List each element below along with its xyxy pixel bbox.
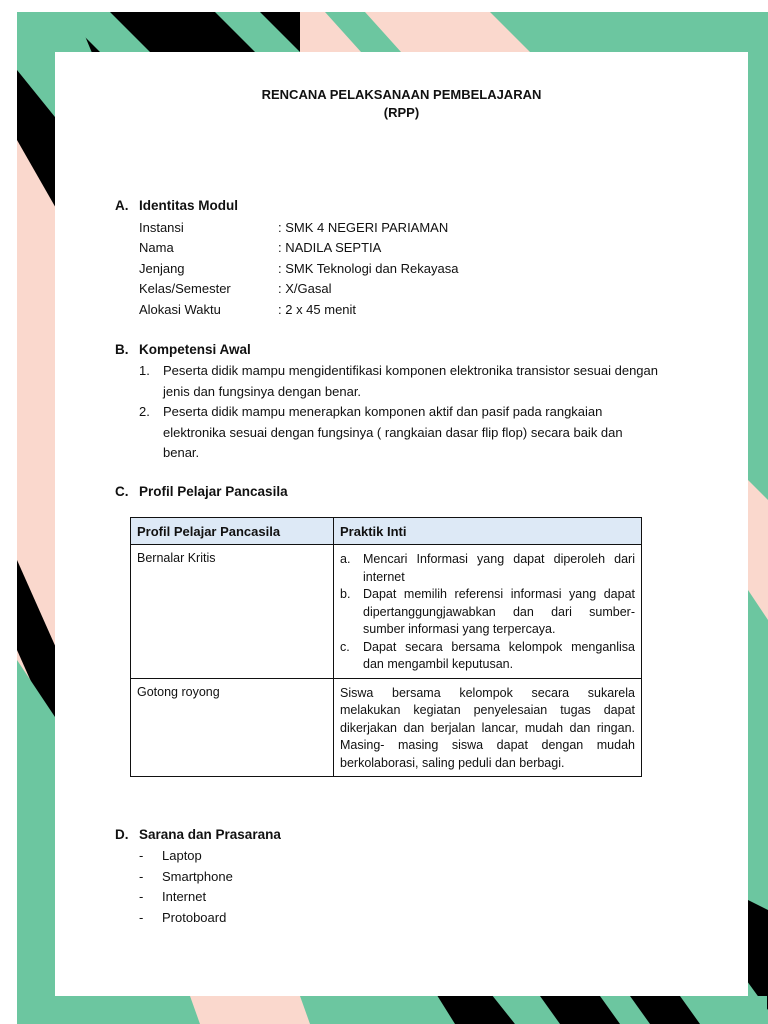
identity-label-kelas: Kelas/Semester <box>139 281 231 296</box>
table-header-practice: Praktik Inti <box>334 518 642 545</box>
section-b-title: Kompetensi Awal <box>139 342 251 357</box>
practice-item <box>340 551 635 586</box>
list-item <box>139 889 206 904</box>
competency-text: Peserta didik mampu menerapkan komponen aktif dan pasif pada rangkaian elektronika sesuai dengan fungsinya ( rangkaian dasar flip flop) secara baik dan benar. <box>163 404 623 460</box>
competency-item <box>139 361 659 402</box>
list-dash: - <box>139 889 144 904</box>
frame-stripe-pink <box>190 996 310 1024</box>
identity-value-alokasi: : 2 x 45 menit <box>278 302 357 317</box>
competency-number: 1. <box>139 363 150 378</box>
table-cell-practice <box>334 545 642 679</box>
table-header-row <box>131 518 642 545</box>
competency-text: Peserta didik mampu mengidentifikasi komponen elektronika transistor sesuai dengan jenis dan fungsinya dengan benar. <box>163 363 658 399</box>
practice-letter: a. <box>340 552 351 566</box>
section-c-letter: C. <box>115 484 129 499</box>
section-a-heading <box>115 198 238 213</box>
list-item-text: Protoboard <box>162 910 227 925</box>
table-row <box>131 678 642 777</box>
identity-label-instansi: Instansi <box>139 220 184 235</box>
document-subtitle: (RPP) <box>383 105 420 120</box>
table-cell-profile: Gotong royong <box>131 678 334 777</box>
section-d-letter: D. <box>115 827 129 842</box>
table-cell-practice <box>334 678 642 777</box>
identity-value-nama: : NADILA SEPTIA <box>278 240 382 255</box>
list-item <box>139 910 226 925</box>
section-d-title: Sarana dan Prasarana <box>139 827 281 842</box>
practice-item <box>340 639 635 674</box>
profile-table <box>130 517 642 777</box>
list-item <box>139 848 202 863</box>
section-c-title: Profil Pelajar Pancasila <box>139 484 288 499</box>
section-b-letter: B. <box>115 342 129 357</box>
practice-text: Dapat secara bersama kelompok menganlisa dan mengambil keputusan. <box>363 639 635 671</box>
section-a-letter: A. <box>115 198 129 213</box>
document-title: RENCANA PELAKSANAAN PEMBELAJARAN <box>261 87 542 102</box>
table-cell-profile: Bernalar Kritis <box>131 545 334 679</box>
frame-stripe-green <box>17 660 57 1024</box>
identity-value-jenjang: : SMK Teknologi dan Rekayasa <box>278 261 459 276</box>
practice-text: Dapat memilih referensi informasi yang dapat dipertanggungjawabkan dan dari sumber-sumber informasi yang terpercaya. <box>363 587 635 636</box>
identity-value-instansi: : SMK 4 NEGERI PARIAMAN <box>278 220 449 235</box>
table-header-profile: Profil Pelajar Pancasila <box>131 518 334 545</box>
list-dash: - <box>139 848 144 863</box>
practice-letter: c. <box>340 639 350 654</box>
practice-letter: b. <box>340 587 351 601</box>
list-item-text: Smartphone <box>162 869 233 884</box>
identity-label-jenjang: Jenjang <box>139 261 185 276</box>
identity-label-alokasi: Alokasi Waktu <box>139 302 221 317</box>
practice-item <box>340 586 635 639</box>
list-item-text: Laptop <box>162 848 202 863</box>
identity-label-nama: Nama <box>139 240 174 255</box>
practice-text: Mencari Informasi yang dapat diperoleh dari internet <box>363 552 635 584</box>
section-d-heading <box>115 827 281 842</box>
section-a-title: Identitas Modul <box>139 198 238 213</box>
identity-value-kelas: : X/Gasal <box>278 281 332 296</box>
competency-item <box>139 402 659 464</box>
section-c-heading <box>115 484 288 499</box>
list-dash: - <box>139 910 144 925</box>
section-b-heading <box>115 342 251 357</box>
competency-number: 2. <box>139 404 150 419</box>
list-item <box>139 869 233 884</box>
document-page <box>55 52 748 996</box>
table-row <box>131 545 642 679</box>
list-item-text: Internet <box>162 889 207 904</box>
list-dash: - <box>139 869 144 884</box>
practice-text: Siswa bersama kelompok secara sukarela melakukan kegiatan penyelesaian tugas dapat dikerjakan dan berjalan lancar, mudah dan ringan. Masing- masing siswa dapat dengan mudah berkolaborasi, saling peduli dan berbagi. <box>340 685 635 770</box>
